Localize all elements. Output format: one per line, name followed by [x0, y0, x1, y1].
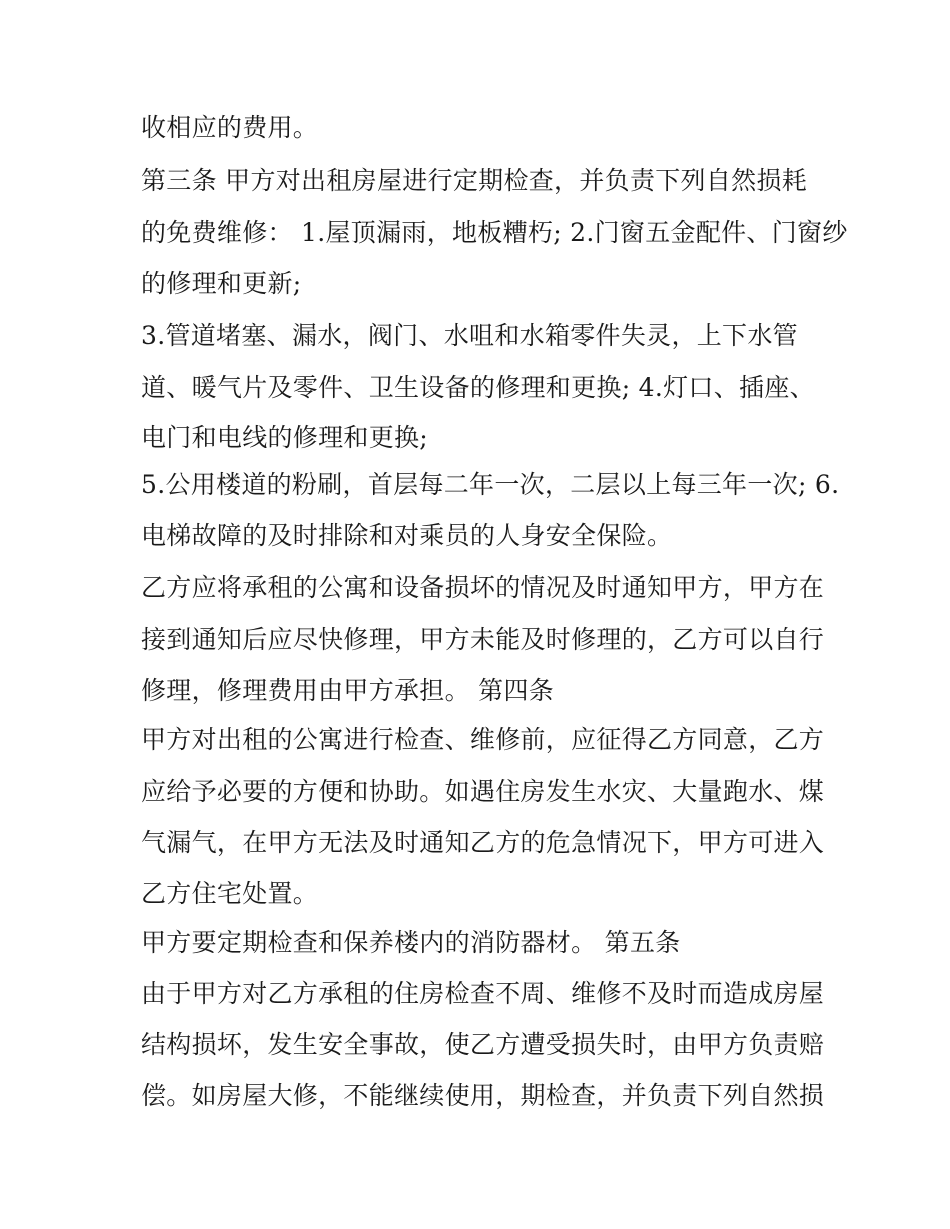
- text-line: 应给予必要的方便和协助。如遇住房发生水灾、大量跑水、煤: [141, 777, 825, 806]
- text-line: 第三条 甲方对出租房屋进行定期检查，并负责下列自然损耗: [141, 166, 808, 195]
- text-line: 乙方应将承租的公寓和设备损坏的情况及时通知甲方，甲方在: [141, 573, 825, 602]
- text-line: 乙方住宅处置。: [141, 879, 319, 908]
- text-line: 甲方对出租的公寓进行检查、维修前，应征得乙方同意，乙方: [141, 725, 825, 754]
- text-line: 接到通知后应尽快修理，甲方未能及时修理的，乙方可以自行: [141, 625, 825, 654]
- text-line: 电梯故障的及时排除和对乘员的人身安全保险。: [141, 521, 673, 550]
- text-line: 电门和电线的修理和更换;: [141, 423, 429, 452]
- text-line: 修理，修理费用由甲方承担。 第四条: [141, 676, 555, 705]
- text-line: 甲方要定期检查和保养楼内的消防器材。 第五条: [141, 928, 681, 957]
- text-line: 3.管道堵塞、漏水，阀门、水咀和水箱零件失灵，上下水管: [141, 321, 798, 350]
- text-line: 5.公用楼道的粉刷，首层每二年一次，二层以上每三年一次; 6.: [141, 470, 840, 499]
- text-line: 收相应的费用。: [141, 113, 319, 142]
- text-line: 由于甲方对乙方承租的住房检查不周、维修不及时而造成房屋: [141, 979, 825, 1008]
- text-line: 的修理和更新;: [141, 269, 302, 298]
- text-line: 偿。如房屋大修，不能继续使用，期检查，并负责下列自然损: [141, 1081, 825, 1110]
- text-line: 道、暖气片及零件、卫生设备的修理和更换; 4.灯口、插座、: [141, 373, 815, 402]
- text-line: 的免费维修： 1.屋顶漏雨，地板糟朽; 2.门窗五金配件、门窗纱: [141, 218, 848, 247]
- text-line: 气漏气，在甲方无法及时通知乙方的危急情况下，甲方可进入: [141, 828, 825, 857]
- text-line: 结构损坏，发生安全事故，使乙方遭受损失时，由甲方负责赔: [141, 1030, 825, 1059]
